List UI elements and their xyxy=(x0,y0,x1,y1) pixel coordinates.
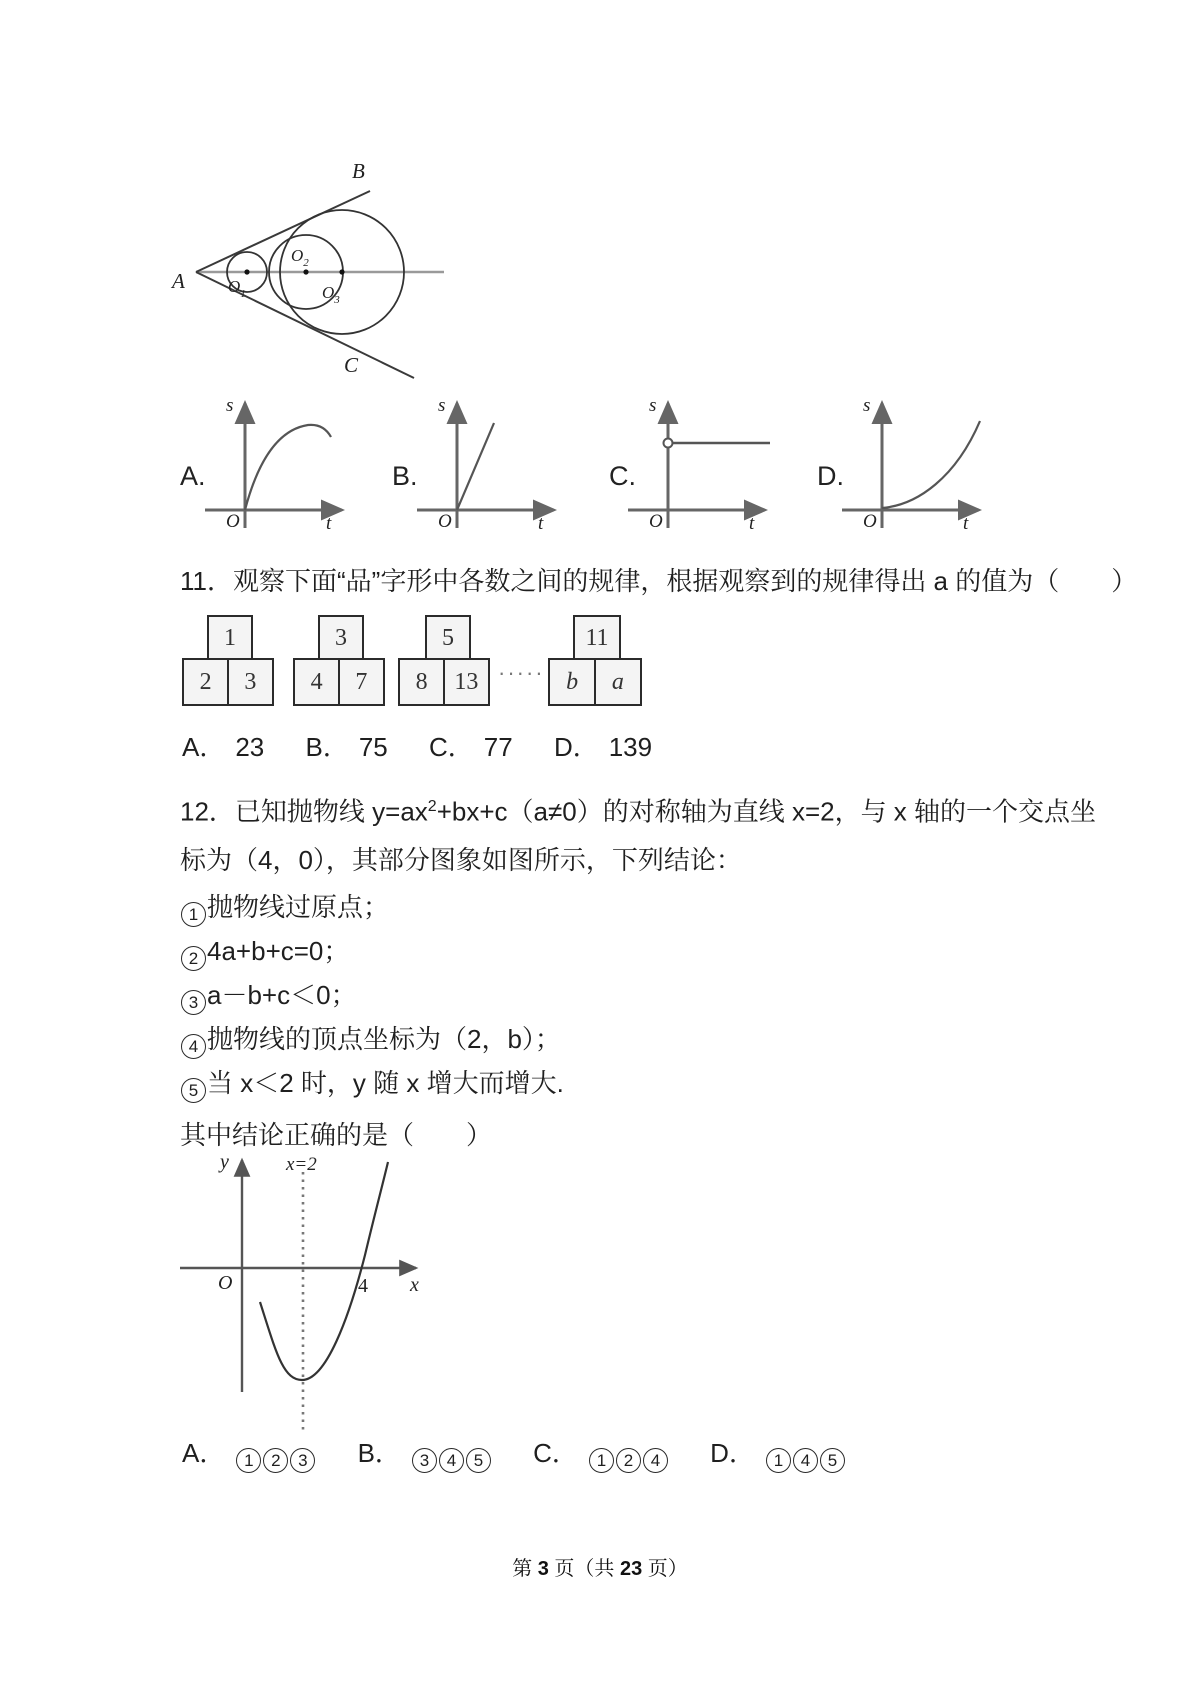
q11-option-a xyxy=(182,732,264,762)
q12-option-b-label: B． xyxy=(357,1438,401,1468)
parabola-curve xyxy=(260,1162,388,1380)
vertex-a-label: A xyxy=(172,269,185,293)
conclusion-4 xyxy=(180,1022,561,1059)
pattern-ellipsis: ····· xyxy=(498,660,545,685)
question-12-stem-post: +bx+c（a≠0）的对称轴为直线 x=2，与 x 轴的一个交点坐 xyxy=(436,796,1097,827)
q12-option-b-num-3: 5 xyxy=(466,1448,491,1473)
q12-option-c-label: C． xyxy=(533,1438,578,1468)
q12-option-b-num-1: 3 xyxy=(412,1448,437,1473)
footer-prefix: 第 xyxy=(512,1558,538,1580)
o2-label xyxy=(291,246,309,269)
angle-circles-figure xyxy=(160,130,460,400)
q11-option-a-value: 23 xyxy=(235,732,265,762)
q12-option-a-num-1: 1 xyxy=(236,1448,261,1473)
conclusion-1-text: 抛物线过原点； xyxy=(207,892,390,922)
q12-option-c-num-1: 1 xyxy=(589,1448,614,1473)
pattern-group-3-left: 8 xyxy=(398,658,445,706)
pattern-group-3-right: 13 xyxy=(443,658,490,706)
center-dot-o3 xyxy=(339,269,344,274)
ray-c-label: C xyxy=(344,353,359,377)
graph-d-origin: O xyxy=(863,511,877,532)
graph-c-open-point xyxy=(664,439,673,448)
pattern-group-1-top: 1 xyxy=(207,615,253,661)
graph-b-s-label: s xyxy=(438,395,446,416)
conclusion-3-text: a－b+c＜0； xyxy=(207,980,357,1010)
conclusion-2-badge: 2 xyxy=(181,946,206,971)
graph-a-s-label: s xyxy=(226,395,234,416)
graph-b-label: B. xyxy=(392,461,418,491)
q11-option-c xyxy=(429,732,513,762)
question-12-options xyxy=(182,1436,880,1473)
pattern-group-3-bottom xyxy=(398,658,490,706)
q12-option-c-num-2: 2 xyxy=(616,1448,641,1473)
graph-d-s-label: s xyxy=(863,395,871,416)
q12-option-b xyxy=(358,1438,492,1468)
conclusion-5-badge: 5 xyxy=(181,1078,206,1103)
pattern-group-2-bottom xyxy=(293,658,385,706)
question-11-number: 11． xyxy=(180,566,233,596)
footer-page-number: 3 xyxy=(537,1558,549,1580)
graph-a-origin: O xyxy=(226,511,240,532)
q11-option-b-value: 75 xyxy=(358,732,388,762)
graph-a-t-label: t xyxy=(326,513,332,534)
q12-option-d-num-1: 1 xyxy=(766,1448,791,1473)
q12-option-c xyxy=(533,1438,669,1468)
symmetry-axis-label: x=2 xyxy=(286,1154,317,1175)
q12-option-d-label: D． xyxy=(710,1438,755,1468)
q12-option-c-num-3: 4 xyxy=(643,1448,668,1473)
pattern-group-2-right: 7 xyxy=(338,658,385,706)
q11-option-c-label: C． xyxy=(429,732,474,762)
footer-total-pages: 23 xyxy=(620,1558,643,1580)
graph-a-curve xyxy=(245,425,331,510)
conclusion-3 xyxy=(180,978,357,1015)
o3-label xyxy=(322,283,340,306)
pattern-group-4-left: b xyxy=(548,658,596,706)
parabola-origin-label: O xyxy=(218,1272,233,1294)
conclusion-4-badge: 4 xyxy=(181,1034,206,1059)
q12-option-a-num-2: 2 xyxy=(263,1448,288,1473)
parabola-figure xyxy=(160,1150,460,1445)
question-12-stem-pre: 已知抛物线 y=ax xyxy=(234,796,428,827)
pattern-group-2-left: 4 xyxy=(293,658,340,706)
graph-d-t-label: t xyxy=(963,513,969,534)
conclusion-5-text: 当 x＜2 时，y 随 x 增大而增大. xyxy=(207,1068,564,1098)
q11-option-d-value: 139 xyxy=(608,732,653,762)
pattern-group-1-bottom xyxy=(182,658,274,706)
conclusion-1-badge: 1 xyxy=(181,902,206,927)
q12-option-a-label: A． xyxy=(182,1438,226,1468)
conclusion-5 xyxy=(180,1066,564,1103)
q11-option-a-label: A． xyxy=(182,732,226,762)
ray-b-label: B xyxy=(352,159,365,183)
conclusion-1 xyxy=(180,890,389,927)
q12-option-d-num-3: 5 xyxy=(820,1448,845,1473)
o3-letter: O xyxy=(322,283,335,302)
st-graph-options xyxy=(160,395,1000,540)
question-12-prompt: 其中结论正确的是（ ） xyxy=(180,1120,493,1150)
parabola-y-label: y xyxy=(220,1151,229,1173)
q12-option-d-num-2: 4 xyxy=(793,1448,818,1473)
graph-b xyxy=(392,395,554,534)
pattern-group-3-top: 5 xyxy=(425,615,471,661)
graph-b-t-label: t xyxy=(538,513,544,534)
question-11-text xyxy=(180,564,1137,598)
q12-option-a xyxy=(182,1438,316,1468)
conclusion-3-badge: 3 xyxy=(181,990,206,1015)
conclusion-4-text: 抛物线的顶点坐标为（2，b）； xyxy=(207,1024,561,1054)
q11-option-d xyxy=(554,732,652,762)
question-11-stem: 观察下面“品”字形中各数之间的规律，根据观察到的规律得出 a 的值为（ ） xyxy=(233,566,1138,596)
o1-subscript: 1 xyxy=(240,288,246,300)
graph-b-origin: O xyxy=(438,511,452,532)
ray-ab xyxy=(196,191,370,272)
o2-letter: O xyxy=(291,246,304,265)
question-12-exponent: 2 xyxy=(427,798,437,815)
graph-d xyxy=(817,395,980,534)
q12-option-b-num-2: 4 xyxy=(439,1448,464,1473)
graph-c xyxy=(609,395,770,534)
graph-c-s-label: s xyxy=(649,395,657,416)
q11-option-b xyxy=(306,732,388,762)
graph-b-line xyxy=(457,423,494,510)
pattern-group-4-bottom xyxy=(548,658,642,706)
center-dot-o2 xyxy=(303,269,308,274)
graph-a xyxy=(180,395,342,534)
pattern-group-4-right: a xyxy=(594,658,642,706)
graph-d-curve xyxy=(882,421,980,508)
o1-label xyxy=(228,277,246,300)
pattern-group-4-top: 11 xyxy=(573,615,621,661)
center-dot-o1 xyxy=(244,269,249,274)
graph-c-t-label: t xyxy=(749,513,755,534)
q12-option-d xyxy=(710,1438,846,1468)
pattern-group-1-right: 3 xyxy=(227,658,274,706)
q11-option-b-label: B． xyxy=(305,732,349,762)
graph-c-origin: O xyxy=(649,511,663,532)
graph-c-label: C. xyxy=(609,461,636,491)
q11-option-c-value: 77 xyxy=(483,732,513,762)
conclusion-2-text: 4a+b+c=0； xyxy=(207,936,350,966)
o3-subscript: 3 xyxy=(334,294,340,306)
graph-a-label: A. xyxy=(180,461,206,491)
footer-middle: 页（共 xyxy=(548,1558,620,1580)
q11-option-d-label: D． xyxy=(553,732,599,762)
graph-d-label: D. xyxy=(817,461,844,491)
x-intercept-label: 4 xyxy=(358,1275,368,1297)
question-11-options xyxy=(182,730,686,764)
pattern-group-1-left: 2 xyxy=(182,658,229,706)
footer-suffix: 页） xyxy=(642,1558,688,1580)
page-footer xyxy=(0,1552,1200,1581)
question-12-line2: 标为（4，0），其部分图象如图所示，下列结论： xyxy=(180,845,742,875)
question-12-number: 12． xyxy=(180,796,235,827)
parabola-x-label: x xyxy=(410,1274,419,1296)
pattern-group-2-top: 3 xyxy=(318,615,364,661)
question-12-line1 xyxy=(180,790,1096,829)
q12-option-a-num-3: 3 xyxy=(290,1448,315,1473)
conclusion-2 xyxy=(180,934,349,971)
o2-subscript: 2 xyxy=(303,257,309,269)
o1-letter: O xyxy=(228,277,241,296)
